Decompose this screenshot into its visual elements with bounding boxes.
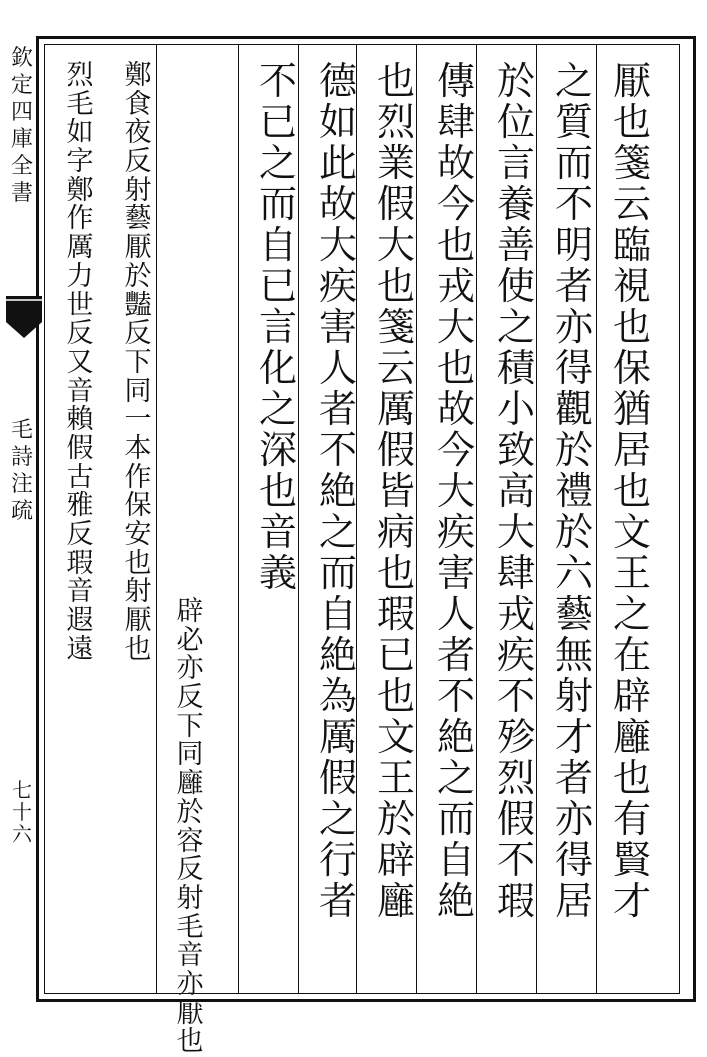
column-rule <box>476 44 477 994</box>
annotation-column: 烈 毛 如 字 鄭 作 厲 力 世 反 又 音 賴 假 古 雅 反 瑕 音 遐 遠 <box>66 60 94 665</box>
column-rule <box>298 44 299 994</box>
margin-chapter-title: 毛 詩 注 疏 <box>10 418 33 524</box>
column-rule <box>238 44 239 994</box>
margin-page-number: 七 十 六 <box>12 778 32 846</box>
fish-tail-mark-icon <box>4 292 44 342</box>
margin-book-title: 欽 定 四 庫 全 書 <box>10 46 33 206</box>
text-column: 傳 肆 故 今 也 戎 大 也 故 今 大 疾 害 人 者 不 絶 之 而 自 絶 <box>436 59 475 923</box>
text-column: 不 已 之 而 自 已 言 化 之 深 也 音 義 <box>258 59 297 595</box>
text-column: 於 位 言 養 善 使 之 積 小 致 高 大 肆 戎 疾 不 殄 烈 假 不 瑕 <box>496 59 535 923</box>
column-rule <box>416 44 417 994</box>
column-rule <box>536 44 537 994</box>
text-column: 厭 也 箋 云 臨 視 也 保 猶 居 也 文 王 之 在 辟 廱 也 有 賢 才 <box>612 59 651 923</box>
column-rule <box>596 44 597 994</box>
annotation-column: 辟 必 亦 反 下 同 廱 於 容 反 射 毛 音 亦 厭 也 <box>176 596 204 1057</box>
text-column: 德 如 此 故 大 疾 害 人 者 不 絶 之 而 自 絶 為 厲 假 之 行 者 <box>318 59 357 923</box>
text-column: 也 烈 業 假 大 也 箋 云 厲 假 皆 病 也 瑕 已 也 文 王 於 辟 廱 <box>376 59 415 923</box>
column-rule <box>156 44 157 994</box>
annotation-column: 鄭 食 夜 反 射 藝 厭 於 豔 反 下 同 一 本 作 保 安 也 射 厭 也 <box>124 60 152 665</box>
text-column: 之 質 而 不 明 者 亦 得 觀 於 禮 於 六 藝 無 射 才 者 亦 得 居 <box>554 59 593 923</box>
